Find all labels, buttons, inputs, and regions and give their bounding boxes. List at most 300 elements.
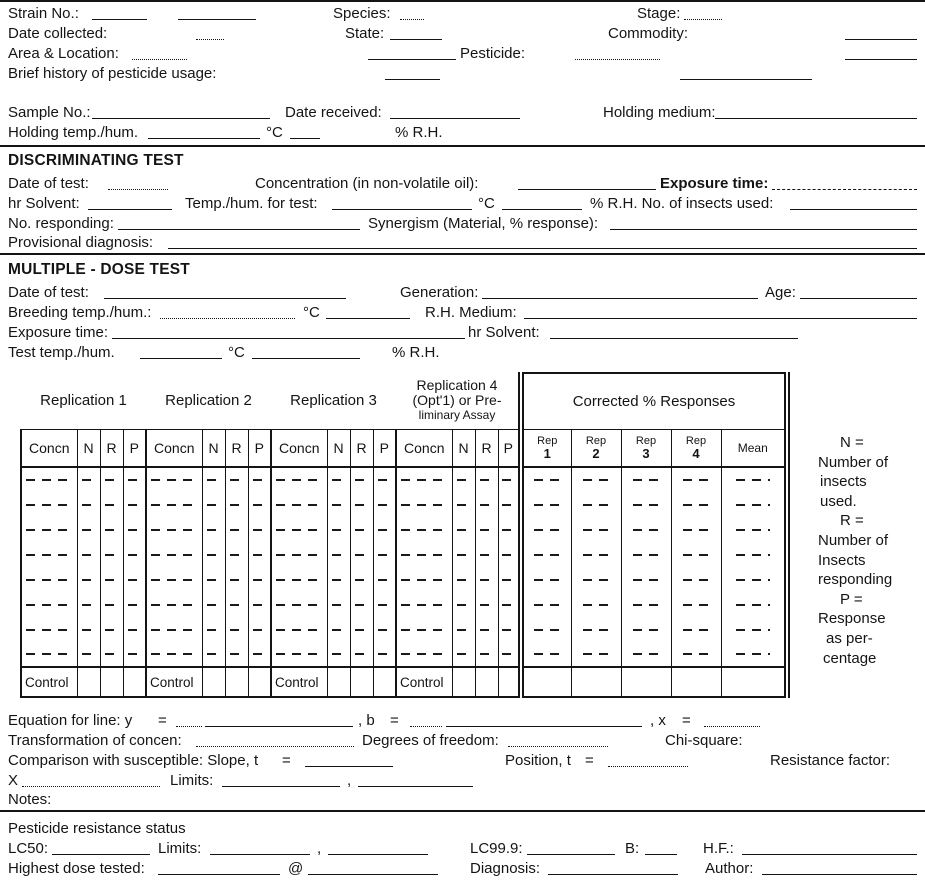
blank-dash <box>207 554 221 556</box>
blank-cell <box>21 517 77 542</box>
holding-medium-label: Holding medium: <box>603 104 716 121</box>
chi-square-label: Chi-square: <box>665 732 743 749</box>
stage-label: Stage: <box>637 5 681 22</box>
blank-dash <box>207 629 221 631</box>
holding-temp-field <box>148 138 260 139</box>
blank-cell <box>202 517 225 542</box>
blank-cell <box>671 467 721 492</box>
blank-dash <box>401 653 447 655</box>
replication-2-header: Replication 2 <box>165 392 252 410</box>
strain-no-field <box>92 19 147 20</box>
p-header: P <box>248 429 271 467</box>
area-location-field <box>132 59 187 60</box>
equals-sign: = <box>585 752 594 769</box>
blank-dash <box>633 529 660 531</box>
brief-history-field-2 <box>680 79 812 80</box>
blank-cell <box>671 567 721 592</box>
rh-medium-label: R.H. Medium: <box>425 304 517 321</box>
blank-dash <box>401 479 447 481</box>
blank-dash <box>633 479 660 481</box>
blank-dash <box>534 653 560 655</box>
blank-dash <box>128 479 141 481</box>
blank-cell <box>671 542 721 567</box>
multiple-dose-title-row <box>0 261 925 280</box>
blank-dash <box>276 653 322 655</box>
replication-4-line2: (Opt'1) or Pre- <box>412 392 502 409</box>
blank-cell <box>350 517 373 542</box>
blank-dash <box>401 604 447 606</box>
blank-dash <box>583 653 610 655</box>
blank-cell <box>327 667 350 697</box>
blank-cell <box>123 467 146 492</box>
provisional-diagnosis-label: Provisional diagnosis: <box>8 234 154 251</box>
position-t-field <box>608 766 688 767</box>
status-limits-field-1 <box>210 854 310 855</box>
blank-cell <box>721 517 787 542</box>
blank-cell <box>373 467 396 492</box>
blank-dash <box>332 529 346 531</box>
blank-dash <box>683 629 710 631</box>
age-label: Age: <box>765 284 796 301</box>
blank-dash <box>230 653 244 655</box>
n-header: N <box>202 429 225 467</box>
lc999-label: LC99.9: <box>470 840 523 857</box>
n-header: N <box>452 429 475 467</box>
disc-date-of-test-label: Date of test: <box>8 175 89 192</box>
equation-b-field-2 <box>446 726 642 727</box>
blank-cell <box>452 617 475 642</box>
blank-cell <box>721 592 787 617</box>
blank-dash <box>736 629 770 631</box>
blank-dash <box>253 604 266 606</box>
blank-cell <box>452 567 475 592</box>
status-title-row <box>0 819 925 838</box>
equals-sign: = <box>282 752 291 769</box>
strain-no-field-2 <box>178 19 256 20</box>
blank-dash <box>82 479 96 481</box>
blank-dash <box>82 604 96 606</box>
blank-dash <box>332 604 346 606</box>
r-header: R <box>350 429 373 467</box>
blank-dash <box>105 604 119 606</box>
medium-field <box>524 318 917 319</box>
legend-line: Number of <box>818 453 889 471</box>
blank-cell <box>498 592 521 617</box>
blank-dash <box>82 653 96 655</box>
blank-dash <box>82 504 96 506</box>
blank-cell <box>100 517 123 542</box>
blank-dash <box>583 604 610 606</box>
highest-dose-label: Highest dose tested: <box>8 860 145 877</box>
blank-dash <box>683 504 710 506</box>
commodity-label: Commodity: <box>608 25 689 42</box>
control-label: Control <box>146 667 202 697</box>
blank-dash <box>378 604 391 606</box>
blank-cell <box>350 492 373 517</box>
blank-cell <box>396 617 452 642</box>
rep-4-header <box>671 429 721 467</box>
blank-cell <box>225 467 248 492</box>
blank-dash <box>151 479 197 481</box>
blank-dash <box>457 579 471 581</box>
blank-dash <box>683 529 710 531</box>
blank-cell <box>146 642 202 667</box>
blank-dash <box>534 604 560 606</box>
blank-dash <box>151 504 197 506</box>
status-limits-field-2 <box>328 854 428 855</box>
blank-dash <box>128 604 141 606</box>
blank-dash <box>105 479 119 481</box>
table-row <box>21 617 787 642</box>
blank-cell <box>225 642 248 667</box>
blank-dash <box>230 629 244 631</box>
blank-dash <box>502 629 514 631</box>
blank-cell <box>671 642 721 667</box>
blank-dash <box>480 629 494 631</box>
blank-cell <box>571 467 621 492</box>
degrees-freedom-label: Degrees of freedom: <box>362 732 499 749</box>
sample-row <box>0 103 925 122</box>
blank-dash <box>253 529 266 531</box>
state-label: State: <box>345 25 385 42</box>
comma-label: , <box>347 772 352 789</box>
resistance-status-title: Pesticide resistance status <box>8 820 186 837</box>
rep-1-header <box>521 429 571 467</box>
equals-sign: = <box>390 712 399 729</box>
blank-dash <box>230 479 244 481</box>
blank-cell <box>498 642 521 667</box>
comma-b-label: , b <box>358 712 375 729</box>
blank-cell <box>123 617 146 642</box>
rep-number: 2 <box>592 445 600 461</box>
blank-cell <box>621 517 671 542</box>
md-exposure-time-label: Exposure time: <box>8 324 109 341</box>
blank-cell <box>475 667 498 697</box>
pesticide-field <box>575 59 660 60</box>
table-title-row <box>21 373 787 429</box>
blank-dash <box>355 504 369 506</box>
holding-hum-field <box>290 138 320 139</box>
test-temp-label: Test temp./hum. <box>8 344 115 361</box>
blank-dash <box>253 579 266 581</box>
hr-solvent-label: hr Solvent: <box>8 195 80 212</box>
blank-dash <box>82 529 96 531</box>
control-label: Control <box>271 667 327 697</box>
blank-dash <box>736 554 770 556</box>
blank-cell <box>146 492 202 517</box>
blank-dash <box>276 579 322 581</box>
legend-line: Response <box>818 610 886 628</box>
legend-line: R = <box>840 512 864 530</box>
blank-dash <box>151 579 197 581</box>
blank-dash <box>502 504 514 506</box>
blank-dash <box>230 504 244 506</box>
table-row <box>21 592 787 617</box>
lc50-row <box>0 839 925 858</box>
blank-dash <box>151 629 197 631</box>
p-header: P <box>373 429 396 467</box>
blank-cell <box>202 492 225 517</box>
top-rule <box>0 0 925 2</box>
blank-dash <box>26 504 72 506</box>
equals-sign: = <box>158 712 167 729</box>
blank-cell <box>521 567 571 592</box>
blank-dash <box>502 579 514 581</box>
pct-rh-label: % R.H. <box>395 124 443 141</box>
blank-cell <box>21 617 77 642</box>
blank-cell <box>475 467 498 492</box>
legend-line: used. <box>820 492 857 510</box>
blank-cell <box>721 542 787 567</box>
legend-line: as per- <box>826 629 873 647</box>
blank-dash <box>276 504 322 506</box>
blank-dash <box>401 579 447 581</box>
blank-dash <box>128 529 141 531</box>
rep-number: 3 <box>642 445 650 461</box>
rep-2-header <box>571 429 621 467</box>
blank-cell <box>571 642 621 667</box>
age-field <box>800 298 917 299</box>
blank-cell <box>373 567 396 592</box>
state-field <box>390 39 442 40</box>
rep-word: Rep <box>537 434 558 447</box>
breeding-temp-field <box>160 318 295 319</box>
blank-dash <box>736 604 770 606</box>
blank-cell <box>77 542 100 567</box>
blank-cell <box>146 567 202 592</box>
blank-dash <box>457 653 471 655</box>
blank-cell <box>202 467 225 492</box>
blank-dash <box>378 629 391 631</box>
blank-cell <box>521 492 571 517</box>
blank-cell <box>721 667 787 697</box>
blank-cell <box>146 542 202 567</box>
rep-number: 4 <box>692 445 700 461</box>
blank-cell <box>521 542 571 567</box>
blank-cell <box>248 542 271 567</box>
blank-cell <box>452 642 475 667</box>
blank-dash <box>355 579 369 581</box>
blank-dash <box>736 579 770 581</box>
blank-cell <box>621 592 671 617</box>
blank-cell <box>350 467 373 492</box>
blank-dash <box>401 554 447 556</box>
blank-cell <box>225 617 248 642</box>
limits-label: Limits: <box>170 772 214 789</box>
md-pct-rh-label: % R.H. <box>392 344 440 361</box>
blank-dash <box>128 504 141 506</box>
blank-dash <box>332 653 346 655</box>
concentration-label: Concentration (in non-volatile oil): <box>255 175 479 192</box>
blank-dash <box>534 479 560 481</box>
blank-dash <box>480 604 494 606</box>
blank-cell <box>21 542 77 567</box>
blank-cell <box>721 642 787 667</box>
blank-cell <box>475 542 498 567</box>
blank-cell <box>452 492 475 517</box>
blank-cell <box>721 617 787 642</box>
blank-cell <box>327 492 350 517</box>
r-header: R <box>100 429 123 467</box>
holding-medium-field <box>715 118 917 119</box>
table-row <box>21 567 787 592</box>
blank-dash <box>105 504 119 506</box>
blank-dash <box>105 579 119 581</box>
blank-cell <box>21 492 77 517</box>
blank-dash <box>276 529 322 531</box>
blank-cell <box>721 567 787 592</box>
replication-4-header <box>396 373 521 429</box>
diagnosis-label: Diagnosis: <box>470 860 541 877</box>
blank-cell <box>621 667 671 697</box>
lc50-label: LC50: <box>8 840 49 857</box>
r-header: R <box>225 429 248 467</box>
control-row <box>21 667 787 697</box>
blank-cell <box>271 517 327 542</box>
brief-history-label: Brief history of pesticide usage: <box>8 65 217 82</box>
date-received-label: Date received: <box>285 104 382 121</box>
author-field <box>762 874 917 875</box>
equation-b-field <box>410 726 442 727</box>
blank-cell <box>521 592 571 617</box>
rep-word: Rep <box>585 434 607 447</box>
blank-dash <box>736 653 770 655</box>
blank-dash <box>332 504 346 506</box>
blank-cell <box>77 492 100 517</box>
blank-cell <box>123 542 146 567</box>
x-field <box>22 786 160 787</box>
blank-cell <box>146 467 202 492</box>
blank-cell <box>452 592 475 617</box>
blank-cell <box>271 617 327 642</box>
blank-cell <box>225 517 248 542</box>
species-label: Species: <box>333 5 391 22</box>
blank-cell <box>100 617 123 642</box>
blank-cell <box>21 567 77 592</box>
blank-dash <box>355 653 369 655</box>
mean-header: Mean <box>721 429 787 467</box>
blank-cell <box>146 592 202 617</box>
breeding-temp-label: Breeding temp./hum.: <box>8 304 152 321</box>
blank-dash <box>151 653 197 655</box>
blank-dash <box>633 504 660 506</box>
sample-no-label: Sample No.: <box>8 104 91 121</box>
deg-c-label: °C <box>266 124 283 141</box>
blank-cell <box>521 467 571 492</box>
blank-cell <box>271 492 327 517</box>
blank-dash <box>355 629 369 631</box>
blank-dash <box>633 629 660 631</box>
corrected-responses-header: Corrected % Responses <box>521 373 787 429</box>
concentration-field <box>518 189 656 190</box>
blank-dash <box>683 479 710 481</box>
blank-cell <box>498 617 521 642</box>
md-date-of-test-field <box>104 298 346 299</box>
discriminating-test-title: DISCRIMINATING TEST <box>8 152 184 169</box>
blank-dash <box>683 579 710 581</box>
blank-dash <box>82 554 96 556</box>
legend-line: N = <box>840 434 864 451</box>
blank-cell <box>225 542 248 567</box>
blank-dash <box>151 554 197 556</box>
blank-cell <box>350 642 373 667</box>
legend-line: centage <box>823 649 877 667</box>
blank-dash <box>332 479 346 481</box>
table-legend <box>818 433 924 668</box>
blank-cell <box>100 467 123 492</box>
blank-dash <box>480 479 494 481</box>
blank-cell <box>202 667 225 697</box>
blank-dash <box>457 479 471 481</box>
date-collected-label: Date collected: <box>8 25 108 42</box>
blank-cell <box>202 642 225 667</box>
blank-cell <box>225 492 248 517</box>
sample-no-field <box>92 118 270 119</box>
transformation-row <box>0 731 925 750</box>
blank-dash <box>683 554 710 556</box>
blank-dash <box>26 529 72 531</box>
blank-cell <box>671 617 721 642</box>
blank-cell <box>100 667 123 697</box>
at-sign-label: @ <box>288 860 304 877</box>
blank-dash <box>480 579 494 581</box>
blank-dash <box>355 529 369 531</box>
blank-cell <box>327 592 350 617</box>
b-field <box>645 854 677 855</box>
blank-cell <box>327 467 350 492</box>
blank-dash <box>583 479 610 481</box>
blank-cell <box>77 517 100 542</box>
blank-dash <box>401 529 447 531</box>
exposure-time-label: Exposure time: <box>660 175 769 192</box>
blank-dash <box>502 479 514 481</box>
transformation-label: Transformation of concen: <box>8 732 182 749</box>
blank-dash <box>736 479 770 481</box>
blank-dash <box>230 529 244 531</box>
md-exposure-row <box>0 323 925 342</box>
blank-cell <box>452 667 475 697</box>
table-row <box>21 467 787 492</box>
equation-label: Equation for line: y <box>8 712 133 729</box>
hf-field <box>742 854 917 855</box>
blank-dash <box>332 629 346 631</box>
blank-cell <box>225 567 248 592</box>
blank-cell <box>498 467 521 492</box>
blank-cell <box>396 517 452 542</box>
blank-dash <box>502 604 514 606</box>
position-t-label: Position, t <box>505 752 571 769</box>
blank-cell <box>475 642 498 667</box>
blank-dash <box>534 579 560 581</box>
synergism-field <box>610 229 917 230</box>
r-header: R <box>475 429 498 467</box>
blank-cell <box>475 617 498 642</box>
section-rule-2 <box>0 253 925 255</box>
blank-dash <box>276 479 322 481</box>
limits-field-2 <box>358 786 473 787</box>
degrees-freedom-field <box>508 746 608 747</box>
replication-4-line3: liminary Assay <box>418 408 496 423</box>
blank-cell <box>271 642 327 667</box>
section-rule-1 <box>0 145 925 147</box>
blank-cell <box>521 642 571 667</box>
lc50-field <box>52 854 150 855</box>
blank-cell <box>271 592 327 617</box>
holding-temp-row <box>0 123 925 142</box>
rep-word: Rep <box>635 434 657 447</box>
blank-cell <box>396 642 452 667</box>
strain-no-label: Strain No.: <box>8 5 79 22</box>
